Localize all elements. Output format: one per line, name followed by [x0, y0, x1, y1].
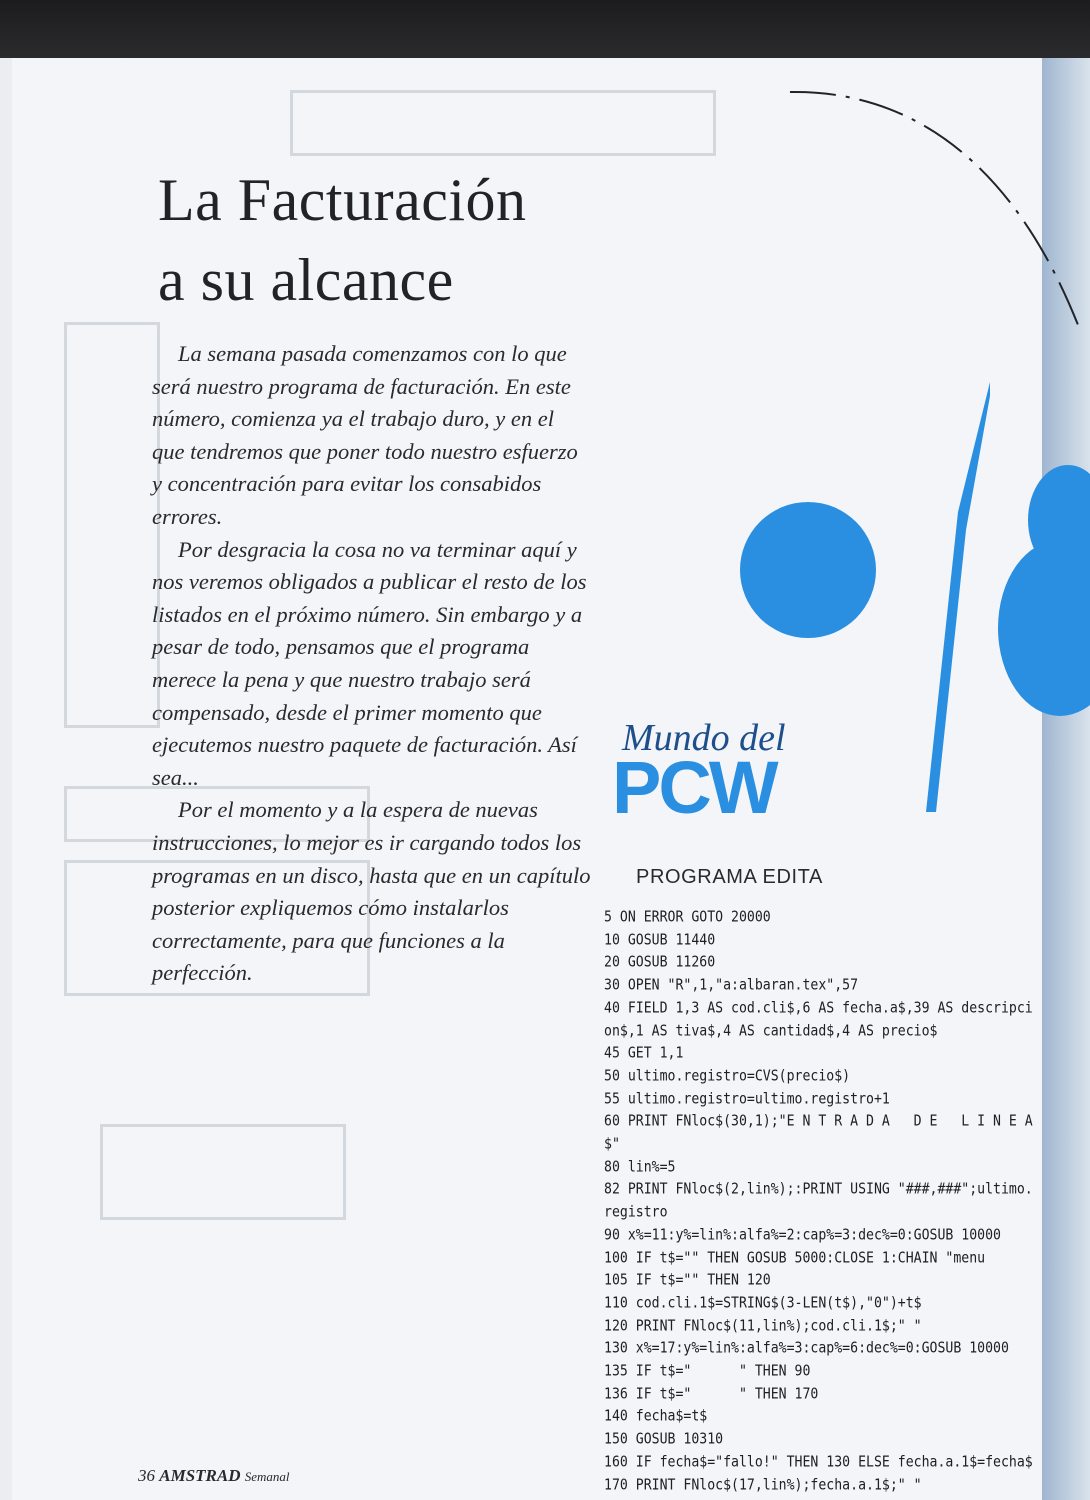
listing-heading: PROGRAMA EDITA [636, 866, 823, 888]
code-line: 136 IF t$=" " THEN 170 [604, 1386, 819, 1403]
code-line: $" [604, 1136, 620, 1154]
code-line: 105 IF t$="" THEN 120 [604, 1272, 771, 1290]
code-line: 135 IF t$=" " THEN 90 [604, 1363, 811, 1381]
code-line: 130 x%=17:y%=lin%:alfa%=3:cap%=6:dec%=0:GOSUB 10000 [604, 1340, 1009, 1358]
page-footer [138, 1466, 290, 1486]
intro-paragraph: La semana pasada comenzamos con lo que será nuestro programa de facturación. En este número, comienza ya el trabajo duro, y en el que tendremos que poner todo nuestro esfuerzo y concentración para evitar los consabidos errores. [152, 341, 578, 529]
code-line: 110 cod.cli.1$=STRING$(3-LEN(t$),"0")+t$ [604, 1295, 922, 1313]
code-line: 60 PRINT FNloc$(30,1);"E N T R A D A D E L I N E A [604, 1113, 1033, 1131]
article-intro [152, 338, 592, 990]
code-line: 40 FIELD 1,3 AS cod.cli$,6 AS fecha.a$,39 AS descripci [604, 1000, 1033, 1017]
section-brand-script: Mundo del [622, 717, 786, 759]
code-line: 55 ultimo.registro=ultimo.registro+1 [604, 1090, 890, 1108]
code-line: 30 OPEN "R",1,"a:albaran.tex",57 [604, 977, 859, 995]
pcw-logo: PCW [612, 746, 776, 829]
code-line: 10 GOSUB 11440 [604, 932, 716, 949]
page-number: 36 [138, 1466, 155, 1485]
code-line: 45 GET 1,1 [604, 1045, 684, 1063]
percent-dot-top [740, 502, 876, 638]
code-line: on$,1 AS tiva$,4 AS cantidad$,4 AS precio$ [604, 1022, 938, 1040]
code-line: 140 fecha$=t$ [604, 1408, 708, 1426]
code-line: 5 ON ERROR GOTO 20000 [604, 909, 771, 927]
code-line: 170 PRINT FNloc$(17,lin%);fecha.a.1$;" " [604, 1476, 922, 1494]
code-line: registro [604, 1204, 668, 1222]
title-line-2: a su alcance [158, 247, 454, 313]
code-line: 100 IF t$="" THEN GOSUB 5000:CLOSE 1:CHAIN "menu [604, 1249, 986, 1267]
title-line-1: La Facturación [158, 167, 527, 233]
code-line: 90 x%=11:y%=lin%:alfa%=2:cap%=3:dec%=0:GOSUB 10000 [604, 1227, 1001, 1245]
intro-paragraph: Por desgracia la cosa no va terminar aquí y nos veremos obligados a publicar el resto de los listados en el próximo número. Sin embargo y a pesar de todo, pensamos que el programa merece la pena y que nuestro trabajo será compensado, desde el primer momento que ejecutemos nuestro paquete de facturación. Así sea... [152, 536, 587, 790]
code-line: 150 GOSUB 10310 [604, 1431, 724, 1449]
program-listing [604, 906, 1033, 1496]
code-line: 50 ultimo.registro=CVS(precio$) [604, 1068, 851, 1086]
magazine-edition: Semanal [244, 1469, 290, 1484]
code-line: 80 lin%=5 [604, 1159, 676, 1176]
magazine-name: AMSTRAD [159, 1466, 241, 1485]
code-line: 82 PRINT FNloc$(2,lin%);:PRINT USING "###,###";ultimo. [604, 1181, 1033, 1199]
dashed-arc [790, 92, 1080, 330]
percent-slash [926, 382, 990, 812]
intro-paragraph: Por el momento y a la espera de nuevas instrucciones, lo mejor es ir cargando todos los programas en un disco, hasta que en un capítulo posterior expliquemos cómo instalarlos correctamente, para que funciones a la perfección. [152, 797, 591, 986]
code-line: 120 PRINT FNloc$(11,lin%);cod.cli.1$;" " [604, 1318, 922, 1335]
code-line: 160 IF fecha$="fallo!" THEN 130 ELSE fecha.a.1$=fecha$ [604, 1454, 1033, 1472]
article-title [158, 160, 527, 320]
code-line: 20 GOSUB 11260 [604, 954, 716, 972]
